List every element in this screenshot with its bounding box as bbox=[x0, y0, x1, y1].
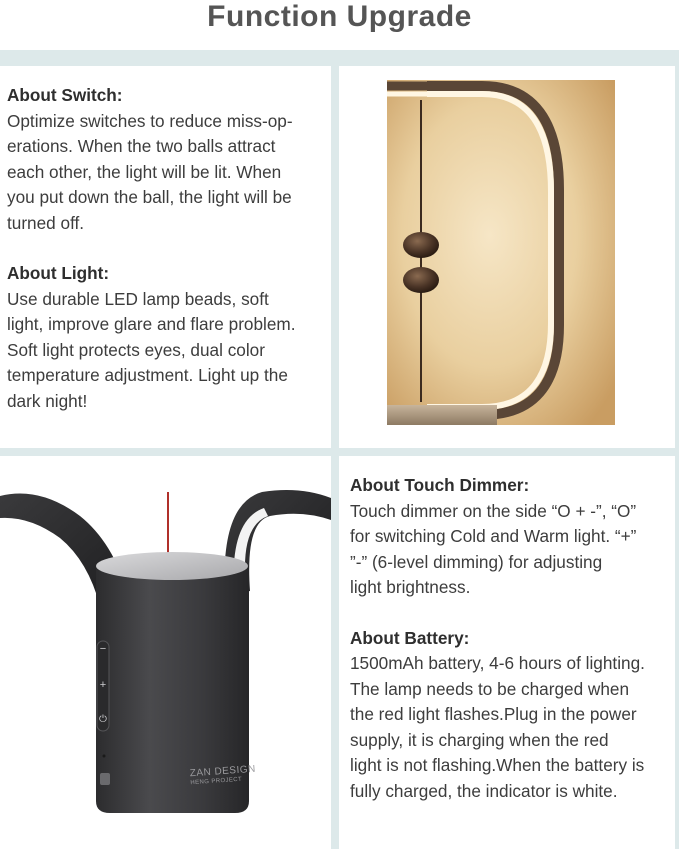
battery-line: The lamp needs to be charged when bbox=[350, 678, 630, 699]
dimmer-battery-text bbox=[350, 473, 672, 804]
lamp-glow-photo bbox=[387, 80, 615, 425]
battery-line: 1500mAh battery, 4-6 hours of lighting. bbox=[350, 653, 645, 673]
dimmer-minus-button: − bbox=[99, 643, 107, 655]
light-line: Use durable LED lamp beads, soft bbox=[7, 288, 269, 309]
battery-line: light is not flashing.When the battery is bbox=[350, 755, 645, 775]
dimmer-line: for switching Cold and Warm light. “+” bbox=[350, 526, 637, 546]
dimmer-heading: About Touch Dimmer: bbox=[350, 475, 530, 495]
brand-name: ZAN DESIGN bbox=[189, 763, 257, 780]
dimmer-line: ”-” (6-level dimming) for adjusting bbox=[350, 551, 603, 572]
dimmer-line: Touch dimmer on the side “O + -”, “O” bbox=[350, 500, 637, 521]
magnet-ball-icon bbox=[403, 267, 439, 293]
dimmer-battery-panel bbox=[339, 456, 675, 849]
switch-line: turned off. bbox=[7, 212, 85, 233]
page-title: Function Upgrade bbox=[0, 0, 679, 50]
light-line: light, improve glare and flare problem. bbox=[7, 314, 296, 334]
battery-line: supply, it is charging when the red bbox=[350, 729, 609, 750]
dimmer-line: light brightness. bbox=[350, 577, 471, 597]
magnet-ball-icon bbox=[403, 232, 439, 258]
lamp-base-photo-panel bbox=[0, 456, 331, 849]
lamp-glow-photo-panel bbox=[339, 66, 675, 448]
switch-line: Optimize switches to reduce miss-op- bbox=[7, 110, 293, 131]
switch-line: erations. When the two balls attract bbox=[7, 136, 276, 156]
light-line: dark night! bbox=[7, 390, 88, 411]
switch-line: you put down the ball, the light will be bbox=[7, 187, 292, 207]
switch-light-text bbox=[7, 83, 327, 414]
switch-heading: About Switch: bbox=[7, 85, 123, 105]
dimmer-plus-button: + bbox=[99, 679, 107, 691]
switch-light-panel bbox=[0, 66, 331, 448]
light-line: Soft light protects eyes, dual color bbox=[7, 339, 265, 360]
battery-heading: About Battery: bbox=[350, 627, 470, 648]
brand-project: HENG PROJECT bbox=[190, 776, 243, 787]
battery-line: the red light flashes.Plug in the power bbox=[350, 704, 637, 724]
battery-line: fully charged, the indicator is white. bbox=[350, 780, 618, 801]
light-heading: About Light: bbox=[7, 263, 110, 283]
light-line: temperature adjustment. Light up the bbox=[7, 365, 288, 385]
power-button-icon: ⏻ bbox=[99, 714, 107, 725]
lamp-base-photo bbox=[0, 456, 331, 849]
switch-line: each other, the light will be lit. When bbox=[7, 161, 282, 182]
